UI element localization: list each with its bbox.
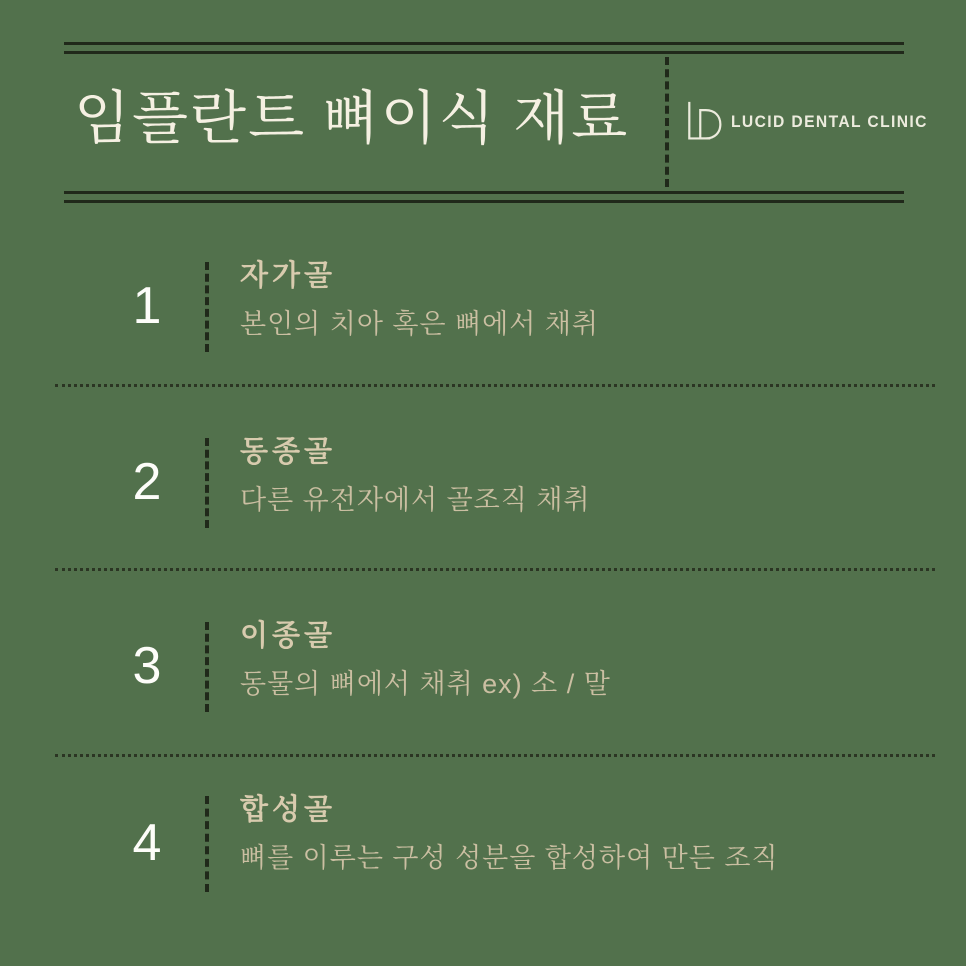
- list-item-1: [0, 258, 966, 354]
- item-description: 뼈를 이루는 구성 성분을 합성하여 만든 조직: [240, 843, 779, 873]
- item-dashed-divider: [205, 262, 209, 352]
- item-title: 동종골: [240, 436, 337, 468]
- dotted-separator: [55, 568, 935, 571]
- item-dashed-divider: [205, 438, 209, 528]
- item-number: 4: [132, 814, 162, 872]
- item-number: 1: [132, 277, 162, 335]
- top-double-rule: [64, 42, 904, 54]
- item-number: 3: [132, 637, 162, 695]
- item-text-block: [240, 792, 926, 874]
- clinic-logo: [682, 98, 945, 146]
- list-item-2: [0, 434, 966, 530]
- item-text-block: [240, 434, 926, 516]
- item-number: 2: [132, 453, 162, 511]
- item-text-block: [240, 618, 926, 700]
- item-title: 이종골: [240, 620, 337, 652]
- item-dashed-divider: [205, 622, 209, 712]
- page-title: 임플란트 뼈이식 재료: [74, 86, 630, 151]
- item-dashed-divider: [205, 796, 209, 892]
- dotted-separator: [55, 384, 935, 387]
- item-description: 다른 유전자에서 골조직 채취: [240, 485, 591, 515]
- item-title: 합성골: [240, 794, 337, 826]
- header-dashed-divider: [665, 57, 669, 187]
- list-item-3: [0, 618, 966, 714]
- list-item-4: [0, 792, 966, 894]
- clinic-name-label: LUCID DENTAL CLINIC: [731, 112, 928, 131]
- item-text-block: [240, 258, 926, 340]
- item-description: 본인의 치아 혹은 뼈에서 채취: [240, 309, 599, 339]
- item-title: 자가골: [240, 260, 337, 292]
- ld-monogram-icon: [682, 98, 724, 146]
- item-description: 동물의 뼈에서 채취 ex) 소 / 말: [240, 669, 611, 699]
- dotted-separator: [55, 754, 935, 757]
- header-bottom-double-rule: [64, 191, 904, 203]
